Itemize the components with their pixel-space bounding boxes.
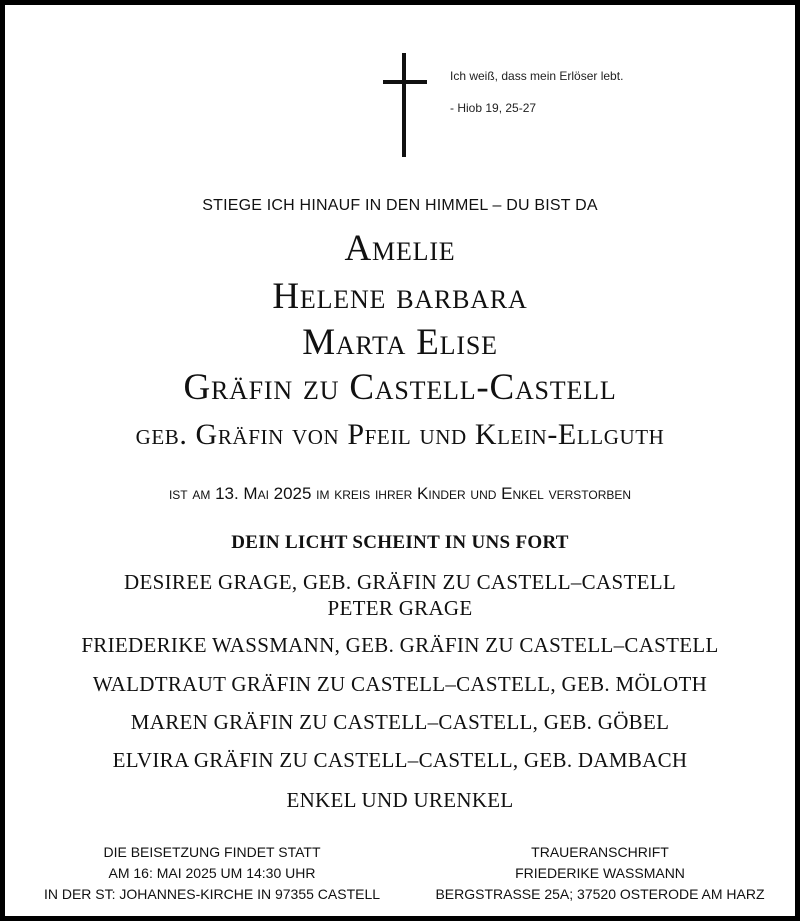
mourning-address [415, 842, 785, 905]
mourning-address-line: BERGSTRASSE 25A; 37520 OSTERODE AM HARZ [435, 886, 765, 902]
funeral-info-line: AM 16: MAI 2025 UM 14:30 UHR [108, 865, 316, 881]
deceased-name-line-4: Gräfin zu Castell-Castell [183, 367, 617, 408]
mourning-address-line: TRAUERANSCHRIFT [531, 844, 669, 860]
mourner-line: ENKEL UND URENKEL [286, 788, 514, 812]
bible-verse-reference: - Hiob 19, 25-27 [450, 101, 537, 115]
funeral-info-line: DIE BEISETZUNG FINDET STATT [103, 844, 321, 860]
bible-verse: Ich weiß, dass mein Erlöser lebt. [450, 69, 624, 83]
death-notice: ist am 13. Mai 2025 im kreis ihrer Kinder und Enkel verstorben [168, 484, 632, 503]
mourner-line: ELVIRA GRÄFIN ZU CASTELL–CASTELL, GEB. DAMBACH [112, 748, 688, 772]
mourner-line: MAREN GRÄFIN ZU CASTELL–CASTELL, GEB. GÖBEL [130, 710, 670, 734]
obituary-card [5, 5, 795, 916]
deceased-name-line-1: Amelie [344, 228, 456, 269]
motto: STIEGE ICH HINAUF IN DEN HIMMEL – DU BIST DA [202, 197, 598, 214]
mourner-line: FRIEDERIKE WASSMANN, GEB. GRÄFIN ZU CASTELL–CASTELL [81, 633, 719, 657]
deceased-name-line-3: Marta Elise [302, 322, 498, 363]
funeral-info [17, 842, 407, 905]
mourner-line: PETER GRAGE [327, 596, 473, 620]
mourning-address-line: FRIEDERIKE WASSMANN [515, 865, 685, 881]
cross-icon [383, 53, 427, 157]
birth-name: geb. Gräfin von Pfeil und Klein-Ellguth [135, 418, 665, 451]
light-line: DEIN LICHT SCHEINT IN UNS FORT [231, 532, 569, 553]
mourner-line: WALDTRAUT GRÄFIN ZU CASTELL–CASTELL, GEB. MÖLOTH [92, 672, 708, 696]
deceased-name-line-2: Helene barbara [272, 276, 528, 317]
funeral-info-line: IN DER ST: JOHANNES-KIRCHE IN 97355 CASTELL [43, 886, 381, 902]
mourner-line: DESIREE GRAGE, GEB. GRÄFIN ZU CASTELL–CASTELL [124, 570, 676, 594]
